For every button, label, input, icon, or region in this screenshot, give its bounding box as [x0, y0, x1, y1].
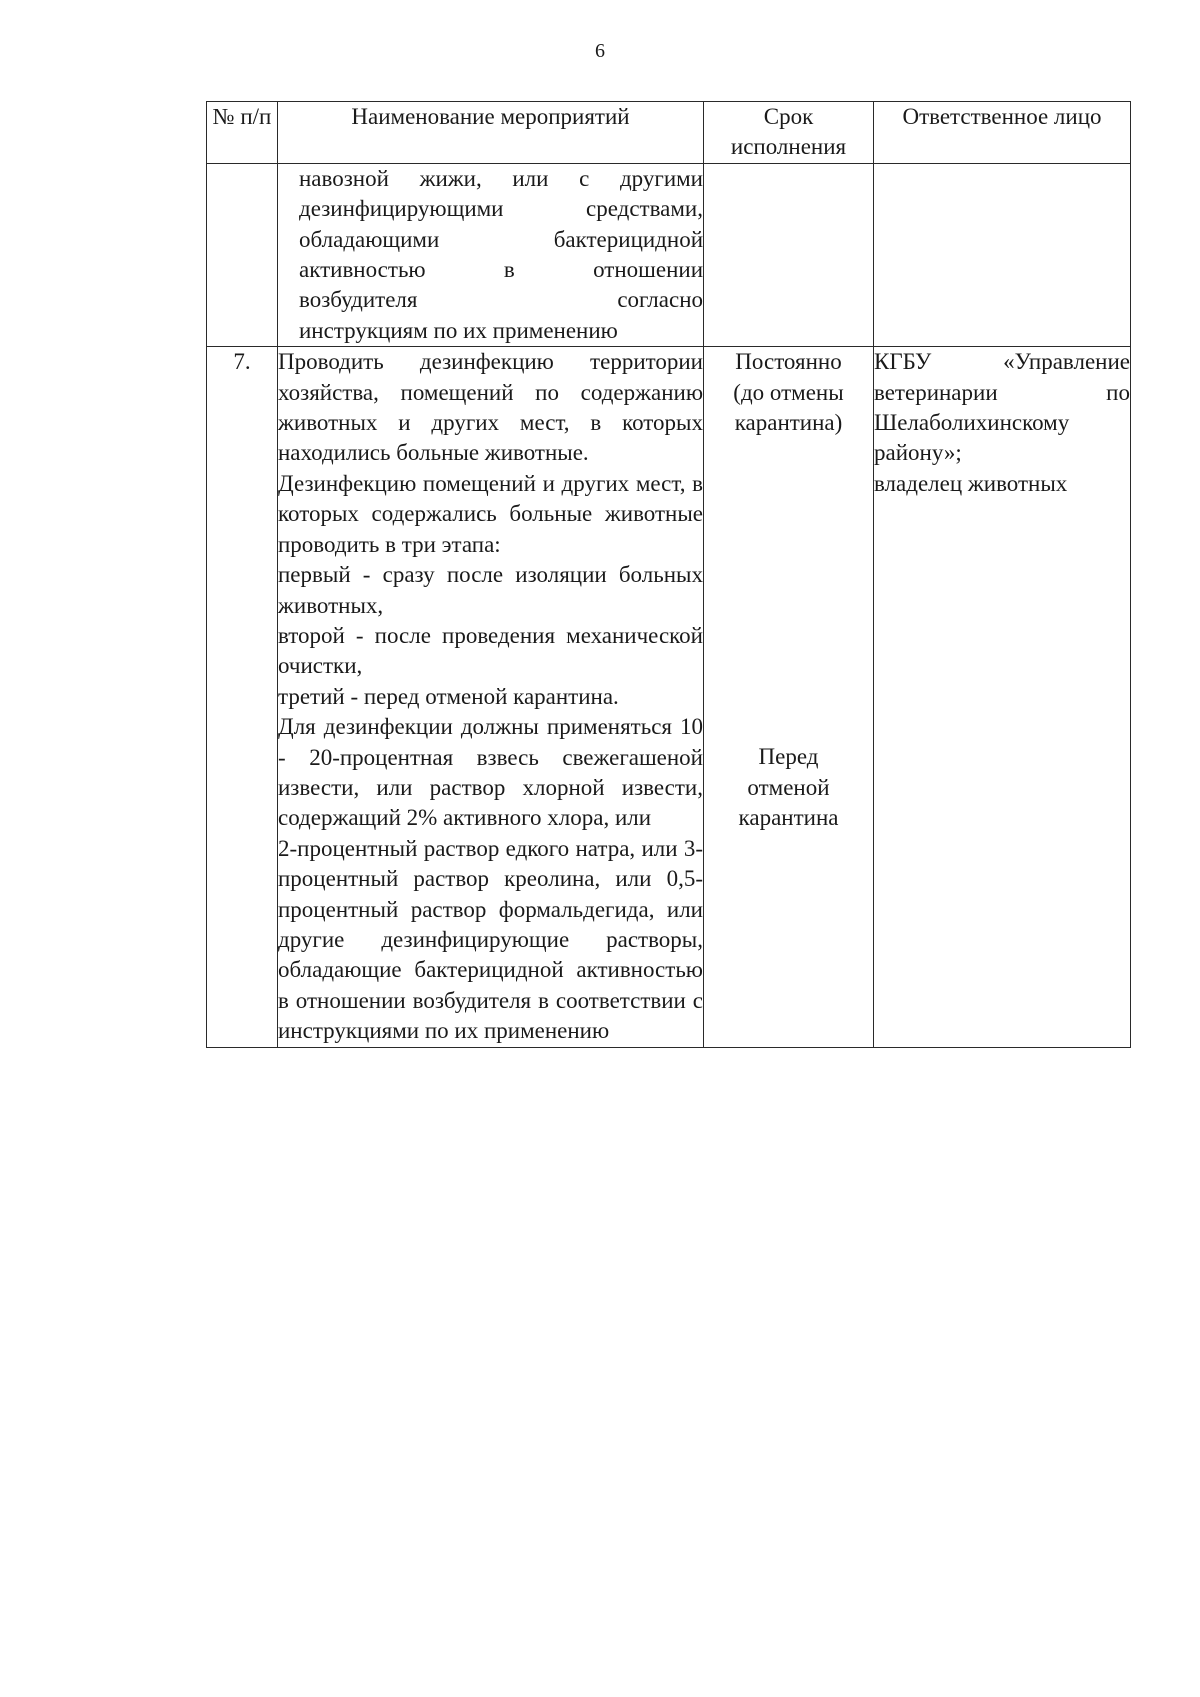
- cell-term-continued: [704, 163, 874, 346]
- responsible-paragraph: владелец животных: [874, 470, 1068, 496]
- name-line: активностью в отношении: [299, 257, 703, 283]
- page-number: 6: [595, 40, 605, 62]
- cell-name-7: [278, 347, 704, 1047]
- table-header-row: [207, 102, 1131, 164]
- measures-table: [206, 101, 1131, 1048]
- table-row-7: [207, 347, 1131, 1047]
- responsible-paragraph: КГБУ «Управление ветеринарии по Шелаболихинскому району»;: [874, 349, 1130, 466]
- name-paragraph: первый - сразу после изоляции больных животных,: [278, 562, 703, 618]
- name-paragraph: Проводить дезинфекцию территории хозяйства, помещений по содержанию животных и других мест, в которых находились больные животные.: [278, 349, 703, 466]
- header-name: Наименование мероприятий: [278, 102, 704, 164]
- cell-num-7: 7.: [207, 347, 278, 1047]
- name-line: инструкциям по их применению: [299, 317, 618, 343]
- name-paragraph: Для дезинфекции должны применяться 10 - 20-процентная взвесь свежегашеной извести, или раствор хлорной извести, содержащий 2% активного хлора, или: [278, 714, 703, 831]
- term-line: отменой: [747, 774, 830, 800]
- header-term: Срок исполнения: [704, 102, 874, 164]
- header-responsible: Ответственное лицо: [874, 102, 1131, 164]
- name-line: навозной жижи, или с другими: [299, 165, 703, 191]
- cell-responsible-7: [874, 347, 1131, 1047]
- cell-responsible-continued: [874, 163, 1131, 346]
- name-paragraph: второй - после проведения механической очистки,: [278, 622, 703, 679]
- header-num: № п/п: [207, 102, 278, 164]
- name-paragraph: 2-процентный раствор едкого натра, или 3-процентный раствор креолина, или 0,5-процентный раствор формальдегида, или другие дезинфицирующие растворы, обладающие бактерицидной активностью в отношении возбудителя в соответствии с инструкциями по их применению: [278, 835, 703, 1044]
- cell-name-continued: [278, 163, 704, 346]
- name-line: дезинфицирующими средствами,: [299, 196, 703, 222]
- cell-num-continued: [207, 163, 278, 346]
- name-paragraph: третий - перед отменой карантина.: [278, 683, 619, 709]
- term-line: Постоянно: [735, 349, 842, 375]
- term-line: карантина): [734, 410, 843, 436]
- term-line: (до отмены: [733, 379, 844, 405]
- table-row-continued: [207, 163, 1131, 346]
- term-line: карантина: [738, 805, 839, 831]
- name-line: возбудителя согласно: [299, 287, 703, 313]
- term-line: Перед: [758, 744, 819, 770]
- name-paragraph: Дезинфекцию помещений и других мест, в которых содержались больные животные проводить в три этапа:: [278, 470, 703, 557]
- cell-term-7: [704, 347, 874, 1047]
- term-spacer: [704, 438, 873, 742]
- name-line: обладающими бактерицидной: [299, 226, 703, 252]
